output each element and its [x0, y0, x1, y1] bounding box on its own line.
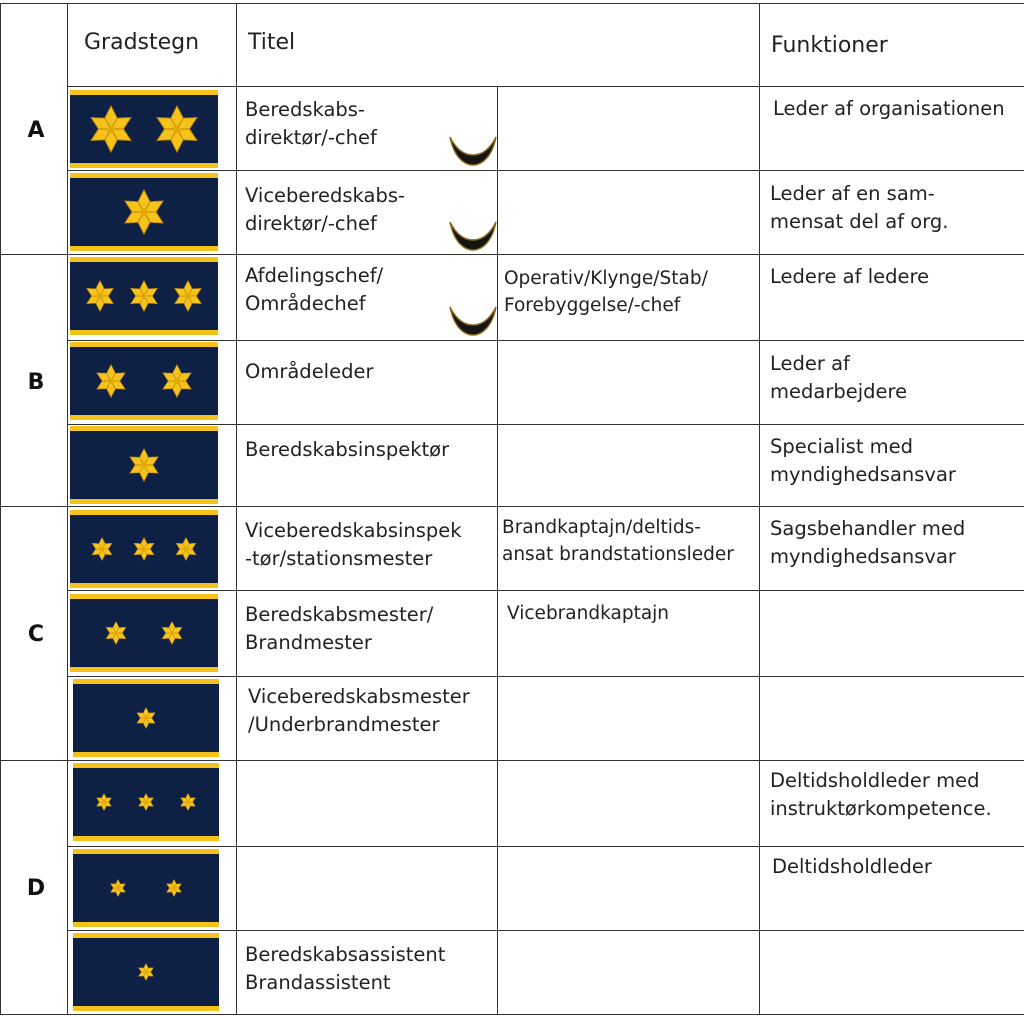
six-point-star-icon: [127, 448, 161, 482]
oak-leaf-icon: [448, 303, 498, 339]
six-point-star-icon: [135, 707, 157, 729]
grid-hline: [67, 340, 1024, 341]
row-11-title: Beredskabsassistent Brandassistent: [245, 943, 446, 994]
group-label-a: A: [27, 118, 45, 143]
oak-leaf-icon: [448, 218, 498, 254]
six-point-star-icon: [94, 364, 128, 398]
row-5-function: Specialist med myndighedsansvar: [770, 435, 956, 486]
row-8-title: Viceberedskabsmester /Underbrandmester: [248, 685, 470, 736]
six-point-star-icon: [137, 793, 155, 811]
row-6-alt-title: Brandkaptajn/deltids- ansat brandstationsleder: [502, 517, 734, 565]
grid-hline: [0, 760, 1024, 761]
rank-insignia: [70, 257, 218, 335]
row-5-title: Beredskabsinspektør: [245, 438, 450, 461]
row-9-function: Deltidsholdleder med instruktørkompetence.: [770, 769, 992, 820]
six-point-star-icon: [128, 280, 160, 312]
six-point-star-icon: [160, 364, 194, 398]
oak-leaf-icon: [448, 133, 498, 169]
row-1-function: Leder af organisationen: [773, 97, 1005, 120]
rank-insignia: [73, 679, 219, 757]
row-6-function: Sagsbehandler med myndighedsansvar: [770, 517, 966, 568]
six-point-star-icon: [174, 537, 198, 561]
row-7-title: Beredskabsmester/ Brandmester: [245, 603, 434, 654]
header-funktioner: Funktioner: [771, 33, 888, 58]
header-gradstegn: Gradstegn: [84, 30, 200, 55]
six-point-star-icon: [165, 879, 183, 897]
group-label-d: D: [26, 876, 46, 901]
row-3-alt-title: Operativ/Klynge/Stab/ Forebyggelse/-chef: [504, 268, 708, 316]
grid-vline: [236, 3, 237, 1014]
grid-hline: [67, 846, 1024, 847]
six-point-star-icon: [179, 793, 197, 811]
grid-hline: [0, 254, 1024, 255]
six-point-star-icon: [137, 963, 155, 981]
six-point-star-icon: [172, 280, 204, 312]
six-point-star-icon: [90, 537, 114, 561]
rank-insignia: [70, 426, 218, 504]
grid-hline: [67, 170, 1024, 171]
grid-hline: [67, 930, 1024, 931]
group-label-c: C: [27, 622, 45, 647]
rank-insignia: [70, 510, 218, 588]
rank-insignia: [70, 594, 218, 672]
six-point-star-icon: [104, 621, 128, 645]
row-4-function: Leder af medarbejdere: [770, 352, 908, 403]
rank-insignia: [70, 90, 218, 168]
row-7-alt-title: Vicebrandkaptajn: [507, 603, 670, 624]
row-10-function: Deltidsholdleder: [772, 855, 932, 878]
row-3-function: Ledere af ledere: [770, 265, 930, 288]
grid-hline: [67, 676, 1024, 677]
six-point-star-icon: [109, 879, 127, 897]
six-point-star-icon: [121, 189, 167, 235]
six-point-star-icon: [87, 105, 135, 153]
row-3-title: Afdelingschef/ Områdechef: [245, 264, 384, 315]
row-1-title: Beredskabs- direktør/-chef: [245, 98, 377, 149]
six-point-star-icon: [95, 793, 113, 811]
row-6-title: Viceberedskabsinspek -tør/stationsmester: [245, 519, 462, 570]
row-4-title: Områdeleder: [245, 360, 374, 383]
header-titel: Titel: [248, 30, 296, 55]
grid-hline: [0, 1014, 1024, 1015]
rank-insignia: [70, 342, 218, 420]
grid-vline: [67, 3, 68, 1014]
six-point-star-icon: [132, 537, 156, 561]
grid-hline: [0, 506, 1024, 507]
group-label-b: B: [27, 370, 45, 395]
grid-vline: [759, 3, 760, 1014]
six-point-star-icon: [153, 105, 201, 153]
grid-vline: [0, 3, 1, 1014]
rank-insignia: [73, 933, 219, 1011]
grid-hline: [67, 86, 1024, 87]
grid-hline: [67, 590, 1024, 591]
rank-insignia: [70, 173, 218, 251]
six-point-star-icon: [160, 621, 184, 645]
grid-hline: [67, 424, 1024, 425]
six-point-star-icon: [84, 280, 116, 312]
rank-insignia: [73, 849, 219, 927]
row-2-title: Viceberedskabs- direktør/-chef: [245, 184, 406, 235]
row-2-function: Leder af en sam- mensat del af org.: [770, 182, 949, 233]
rank-insignia: [73, 763, 219, 841]
grid-hline: [0, 3, 1024, 4]
